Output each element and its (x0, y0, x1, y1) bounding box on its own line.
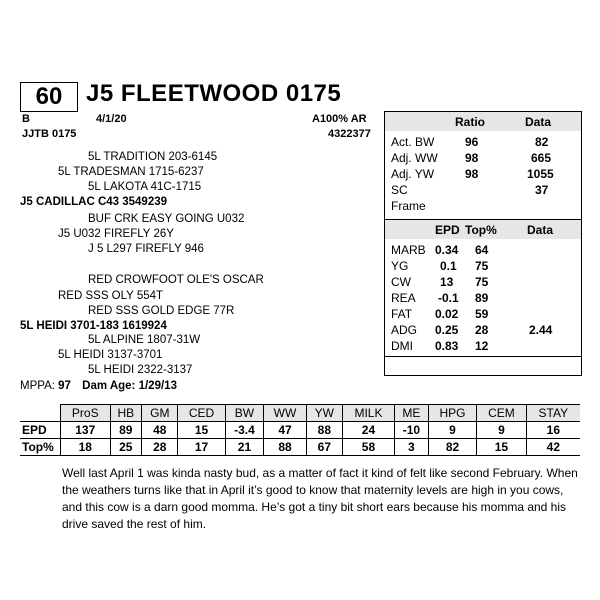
carcass-row: MARB 0.34 64 (391, 243, 489, 257)
top-header-label: Top% (465, 223, 497, 237)
data-header-label: Data (527, 223, 554, 237)
pedigree-dam-c: RED SSS GOLD EDGE 77R (88, 305, 235, 317)
pedigree-dam: 5L HEIDI 3701-183 1619924 (20, 320, 167, 332)
pedigree-dam-e: 5L HEIDI 3137-3701 (58, 349, 163, 361)
dam-age-value: 1/29/13 (138, 380, 177, 392)
ratio-header-label: Ratio (455, 115, 485, 129)
blank-section (385, 357, 581, 375)
epd-table-epd-row: EPD 137 89 48 15 -3.4 47 88 24 -10 9 9 16 (20, 422, 580, 439)
lot-comment: Well last April 1 was kinda nasty bud, as a matter of fact it kind of felt like second February. When the weathers turns like that in April it’s good to know that maternity levels are high in you cows, and this cow is a darn good momma. He’s got a tiny bit short ears because his momma and his drive saved the rest of him. (62, 466, 578, 531)
pedigree-dam-d: 5L ALPINE 1807-31W (88, 334, 201, 346)
breed-percentage: A100% AR (312, 113, 367, 125)
ratio-row: Act. BW 96 82 (391, 135, 549, 149)
pedigree-dam-line: J5 U032 FIREFLY 26Y (58, 228, 174, 240)
ratio-row: Adj. YW 98 1055 (391, 167, 554, 181)
ratio-header (385, 112, 581, 131)
carcass-row: REA -0.1 89 (391, 291, 489, 305)
carcass-row: ADG 0.25 28 2.44 (391, 323, 553, 337)
ratio-row: Adj. WW 98 665 (391, 151, 552, 165)
mppa-value: 97 (58, 380, 71, 392)
ratio-section (385, 112, 581, 220)
mppa-row (20, 380, 177, 392)
pedigree-sire-dam-line: 5L LAKOTA 41C-1715 (88, 181, 202, 193)
carcass-row: FAT 0.02 59 (391, 307, 489, 321)
animal-name: J5 FLEETWOOD 0175 (86, 80, 342, 107)
pedigree-dam-b: RED SSS OLY 554T (58, 290, 164, 302)
tattoo: JJTB 0175 (22, 128, 77, 140)
pedigree-dam-sire: BUF CRK EASY GOING U032 (88, 213, 245, 225)
carcass-row: CW 13 75 (391, 275, 489, 289)
carcass-row: YG 0.1 75 (391, 259, 489, 273)
lot-number: 60 (20, 82, 78, 112)
ratio-row: SC 37 (391, 183, 549, 197)
epd-table (20, 404, 580, 456)
pedigree-sire: J5 CADILLAC C43 3549239 (20, 196, 168, 208)
carcass-header (385, 220, 581, 239)
pedigree-dam-f: 5L HEIDI 2322-3137 (88, 364, 193, 376)
mppa-label: MPPA: (20, 380, 55, 392)
epd-table-header: ProS HB GM CED BW WW YW MILK ME HPG CEM STAY (20, 405, 580, 422)
pedigree-sire-sire-line: 5L TRADESMAN 1715-6237 (58, 166, 204, 178)
epd-table-top-row: Top% 18 25 28 17 21 88 67 58 3 82 15 42 (20, 439, 580, 456)
data-header-label: Data (525, 115, 552, 129)
pedigree-dam-dam: J 5 L297 FIREFLY 946 (88, 243, 204, 255)
carcass-row: DMI 0.83 12 (391, 339, 489, 353)
pedigree-dam-a: RED CROWFOOT OLE'S OSCAR (88, 274, 264, 286)
registration-number: 4322377 (328, 128, 371, 140)
dam-age-label: Dam Age: (82, 380, 136, 392)
ratio-row: Frame (391, 199, 426, 213)
carcass-section (385, 220, 581, 357)
performance-panel (384, 111, 582, 376)
sex: B (22, 113, 30, 125)
birth-date: 4/1/20 (96, 113, 127, 125)
pedigree-sire-sire: 5L TRADITION 203-6145 (88, 151, 218, 163)
epd-header-label: EPD (435, 223, 460, 237)
